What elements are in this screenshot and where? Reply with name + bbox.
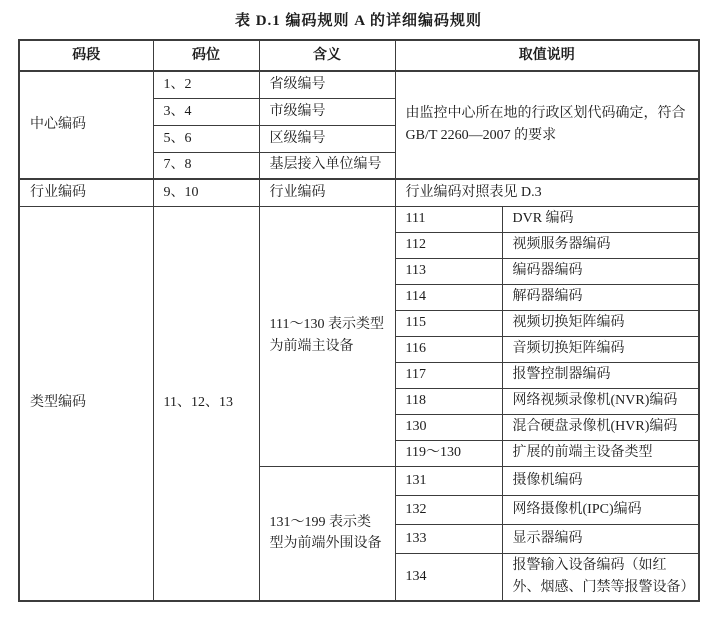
- table-row: [19, 179, 699, 206]
- cell-type-desc: DVR 编码: [502, 206, 699, 232]
- header-cell-value-desc: 取值说明: [395, 40, 699, 71]
- cell-type-desc: 混合硬盘录像机(HVR)编码: [502, 414, 699, 440]
- header-cell-meaning: 含义: [259, 40, 395, 71]
- cell-type-desc: 网络摄像机(IPC)编码: [502, 495, 699, 524]
- cell-value-note-industry: 行业编码对照表见 D.3: [395, 179, 699, 206]
- table-header-row: [19, 40, 699, 71]
- cell-type-desc: 摄像机编码: [502, 466, 699, 495]
- cell-type-desc: 音频切换矩阵编码: [502, 336, 699, 362]
- cell-position: 5、6: [153, 125, 259, 152]
- cell-segment-type: 类型编码: [19, 206, 153, 601]
- cell-position-type: 11、12、13: [153, 206, 259, 601]
- cell-type-desc: 解码器编码: [502, 284, 699, 310]
- header-cell-position: 码位: [153, 40, 259, 71]
- cell-meaning: 省级编号: [259, 71, 395, 98]
- cell-type-desc: 显示器编码: [502, 524, 699, 553]
- cell-type-code: 118: [395, 388, 502, 414]
- cell-type-desc: 网络视频录像机(NVR)编码: [502, 388, 699, 414]
- cell-position: 3、4: [153, 98, 259, 125]
- cell-meaning: 基层接入单位编号: [259, 152, 395, 179]
- cell-type-code: 133: [395, 524, 502, 553]
- cell-meaning: 行业编码: [259, 179, 395, 206]
- cell-type-code: 132: [395, 495, 502, 524]
- cell-type-code: 130: [395, 414, 502, 440]
- cell-value-note-center: 由监控中心所在地的行政区划代码确定，符合 GB/T 2260—2007 的要求: [395, 71, 699, 179]
- table-caption: 表 D.1 编码规则 A 的详细编码规则: [234, 13, 483, 29]
- coding-rules-table: [18, 39, 700, 602]
- cell-type-code: 112: [395, 232, 502, 258]
- cell-type-code: 113: [395, 258, 502, 284]
- cell-type-code: 131: [395, 466, 502, 495]
- cell-type-desc: 视频切换矩阵编码: [502, 310, 699, 336]
- cell-meaning: 市级编号: [259, 98, 395, 125]
- cell-type-code: 115: [395, 310, 502, 336]
- cell-segment-industry: 行业编码: [19, 179, 153, 206]
- cell-type-desc: 报警控制器编码: [502, 362, 699, 388]
- cell-type-code: 134: [395, 553, 502, 601]
- cell-meaning-group-peripheral: 131～199 表示类型为前端外围设备: [259, 466, 395, 601]
- cell-type-desc: 报警输入设备编码（如红外、烟感、门禁等报警设备）: [502, 553, 699, 601]
- cell-type-desc: 视频服务器编码: [502, 232, 699, 258]
- cell-meaning-group-main: 111～130 表示类型为前端主设备: [259, 206, 395, 466]
- cell-type-desc: 编码器编码: [502, 258, 699, 284]
- header-cell-segment: 码段: [19, 40, 153, 71]
- cell-segment-center: 中心编码: [19, 71, 153, 179]
- cell-position: 1、2: [153, 71, 259, 98]
- cell-position: 7、8: [153, 152, 259, 179]
- cell-type-code: 114: [395, 284, 502, 310]
- cell-type-code: 119～130: [395, 440, 502, 466]
- table-row: [19, 206, 699, 232]
- cell-type-code: 111: [395, 206, 502, 232]
- table-row: [19, 71, 699, 98]
- cell-position: 9、10: [153, 179, 259, 206]
- cell-meaning: 区级编号: [259, 125, 395, 152]
- cell-type-code: 116: [395, 336, 502, 362]
- cell-type-code: 117: [395, 362, 502, 388]
- cell-type-desc: 扩展的前端主设备类型: [502, 440, 699, 466]
